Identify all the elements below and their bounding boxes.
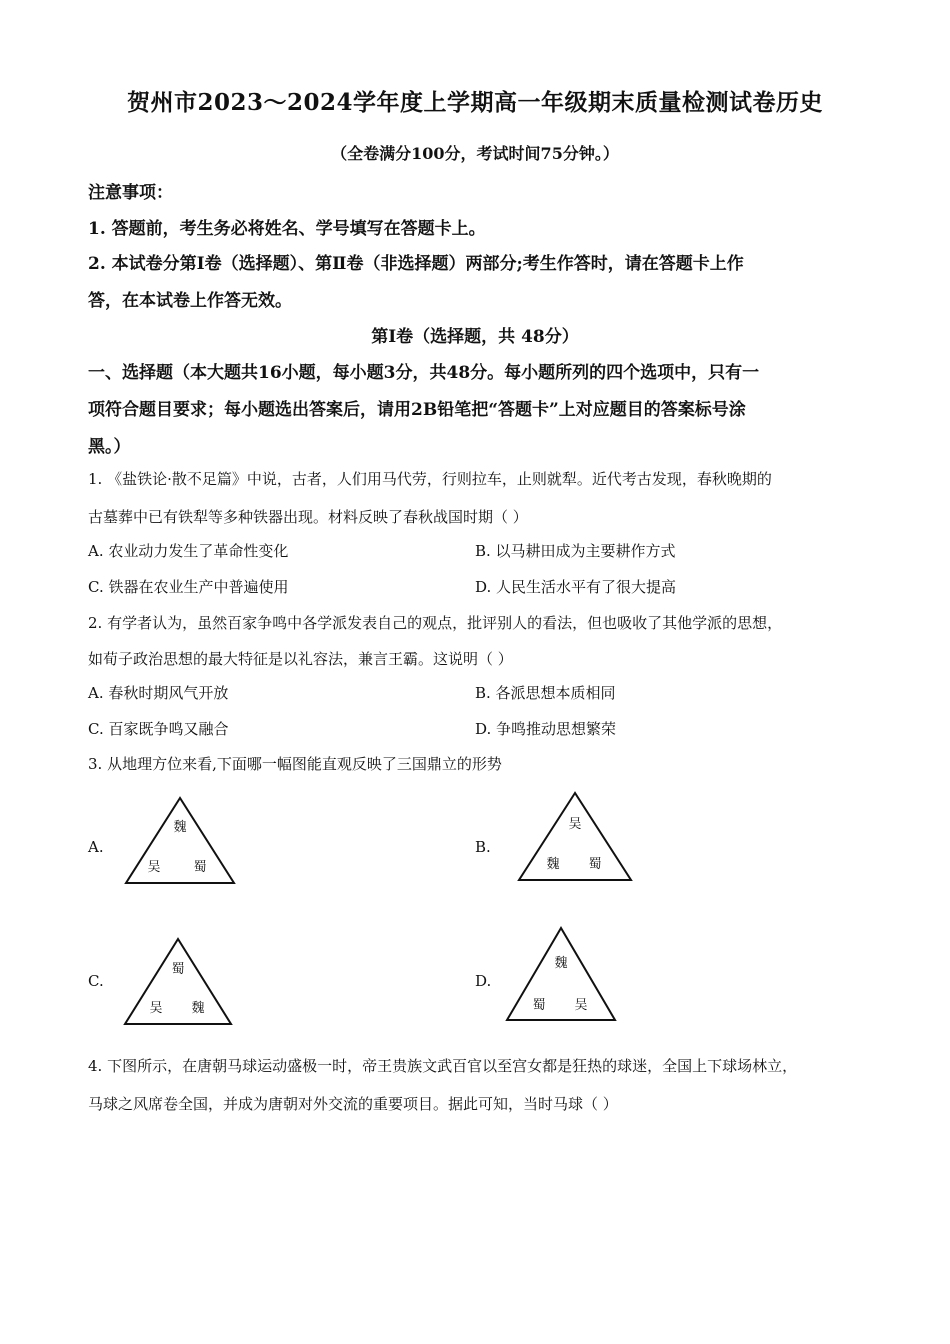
question-1-line-1: 1. 《盐铁论·散不足篇》中说，古者，人们用马代劳，行则拉车，止则就犁。近代考古发现，春秋晚期的 [88,470,772,488]
notes-item-2-line-1: 2. 本试卷分第Ⅰ卷（选择题）、第Ⅱ卷（非选择题）两部分;考生作答时，请在答题卡上作 [88,254,744,274]
triangle-a-right-label: 蜀 [193,860,207,875]
question-3-option-b-label: B. [475,838,491,856]
exam-title: 贺州市2023～2024学年度上学期高一年级期末质量检测试卷历史 [126,89,824,116]
question-1-option-a: A. 农业动力发生了革命性变化 [88,542,289,560]
triangle-d-top-label: 魏 [554,956,568,971]
triangle-b-top-label: 吴 [568,817,582,832]
triangle-d-left-label: 蜀 [532,998,546,1013]
triangle-a-top-label: 魏 [173,820,187,835]
question-2-line-1: 2. 有学者认为，虽然百家争鸣中各学派发表自己的观点，批评别人的看法，但也吸收了其他学派的思想， [88,614,783,632]
question-1-option-c: C. 铁器在农业生产中普遍使用 [88,578,289,596]
section-heading: 第Ⅰ卷（选择题，共 48分） [371,327,579,347]
notes-item-2-line-2: 答，在本试卷上作答无效。 [88,291,292,311]
section-instructions-line-1: 一、选择题（本大题共16小题，每小题3分，共48分。每小题所列的四个选项中，只有一 [88,363,760,383]
question-2-option-a: A. 春秋时期风气开放 [88,684,229,702]
question-2-option-b: B. 各派思想本质相同 [475,684,616,702]
question-4-line-2: 马球之风席卷全国，并成为唐朝对外交流的重要项目。据此可知，当时马球（ ） [88,1095,618,1113]
question-2-option-d: D. 争鸣推动思想繁荣 [475,720,617,738]
triangle-a-left-label: 吴 [147,860,161,875]
triangle-d-right-label: 吴 [574,998,588,1013]
question-3-option-a-label: A. [88,838,104,856]
question-2-line-2: 如荀子政治思想的最大特征是以礼容法，兼言王霸。这说明（ ） [88,650,513,668]
triangle-b-left-label: 魏 [546,857,560,872]
exam-subtitle: （全卷满分100分，考试时间75分钟。） [331,144,619,163]
question-2-option-c: C. 百家既争鸣又融合 [88,720,229,738]
question-1-option-b: B. 以马耕田成为主要耕作方式 [475,542,676,560]
question-3-option-b-triangle [513,790,637,884]
question-3-line-1: 3. 从地理方位来看,下面哪一幅图能直观反映了三国鼎立的形势 [88,755,502,773]
question-4-line-1: 4. 下图所示，在唐朝马球运动盛极一时，帝王贵族文武百官以至宫女都是狂热的球迷，全国上下球场林立， [88,1057,798,1075]
triangle-c-left-label: 吴 [149,1001,163,1016]
notes-heading: 注意事项： [88,183,173,203]
question-3-option-a-triangle [120,795,240,887]
section-instructions-line-3: 黑。） [88,437,131,457]
question-3-option-c-label: C. [88,972,104,990]
section-instructions-line-2: 项符合题目要求；每小题选出答案后，请用2B铅笔把“答题卡”上对应题目的答案标号涂 [88,400,746,420]
triangle-c-right-label: 魏 [191,1001,205,1016]
triangle-c-top-label: 蜀 [171,962,185,977]
question-1-option-d: D. 人民生活水平有了很大提高 [475,578,677,596]
question-3-option-d-label: D. [475,972,492,990]
triangle-b-right-label: 蜀 [588,857,602,872]
notes-item-1: 1. 答题前，考生务必将姓名、学号填写在答题卡上。 [88,219,486,239]
question-3-option-d-triangle [503,925,619,1023]
question-3-option-c-triangle [120,936,236,1028]
question-1-line-2: 古墓葬中已有铁犁等多种铁器出现。材料反映了春秋战国时期（ ） [88,508,528,526]
